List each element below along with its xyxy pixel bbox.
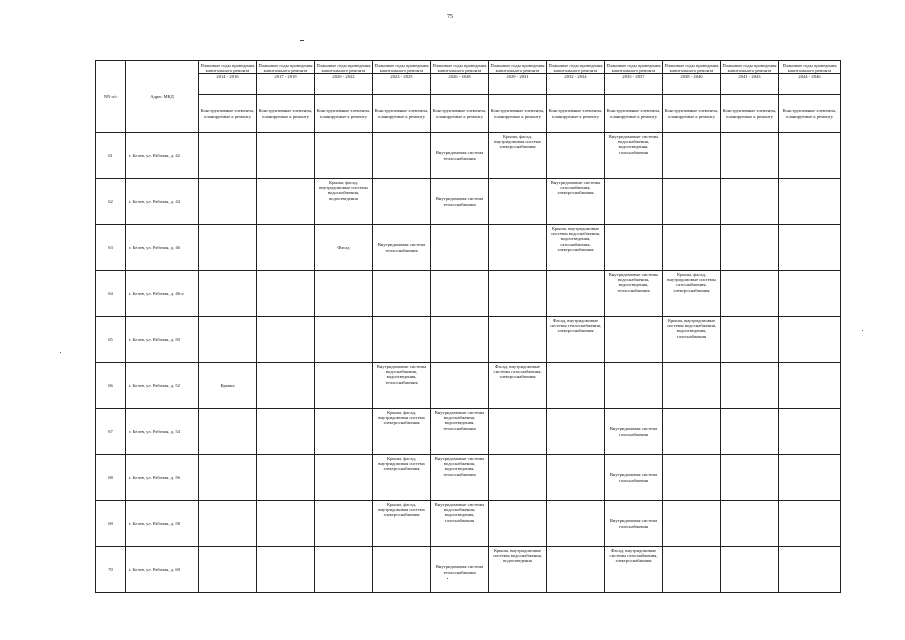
header-period: 2026 - 2028 — [431, 73, 488, 79]
header-plan-years — [315, 61, 373, 95]
repair-elements-cell — [721, 317, 779, 363]
repair-elements-text: Фасад, внутридомовые системы теплоснабжения, электроснабжения — [549, 318, 602, 334]
header-elements: Конструктивные элементы, планируемые к ремонту — [431, 95, 489, 133]
repair-elements-cell — [199, 225, 257, 271]
repair-elements-cell — [779, 409, 841, 455]
repair-elements-text: Внутридомовые системы водоснабжения, водоотведения, теплоснабжения — [376, 364, 427, 385]
repair-elements-cell — [605, 409, 663, 455]
repair-elements-cell — [315, 179, 373, 225]
repair-elements-cell — [605, 547, 663, 593]
header-plan-years — [663, 61, 721, 95]
header-period: 2014 - 2016 — [199, 73, 256, 79]
table-row — [96, 409, 841, 455]
repair-elements-cell — [547, 547, 605, 593]
repair-elements-cell — [605, 271, 663, 317]
repair-elements-cell — [779, 179, 841, 225]
repair-elements-cell — [547, 133, 605, 179]
repair-elements-cell — [779, 271, 841, 317]
header-plan-label: Плановые годы проведения капитального ремонта — [782, 63, 837, 74]
header-period: 2041 - 2043 — [721, 73, 778, 79]
repair-elements-cell — [373, 317, 431, 363]
repair-elements-cell — [431, 317, 489, 363]
repair-elements-cell — [431, 271, 489, 317]
repair-elements-cell — [315, 547, 373, 593]
repair-elements-cell — [779, 501, 841, 547]
header-plan-years — [257, 61, 315, 95]
scan-mark — [300, 40, 304, 41]
row-address: г. Белев, ул. Рабочая, д. 44 — [126, 179, 199, 225]
repair-elements-cell — [199, 455, 257, 501]
row-address: г. Белев, ул. Рабочая, д. 52 — [126, 363, 199, 409]
repair-elements-cell — [257, 409, 315, 455]
repair-elements-text: Крыша, фасад, внутридомовые системы газоснабжения, электроснабжения — [667, 272, 716, 293]
repair-elements-text: Внутридомовые системы газоснабжения, электроснабжения — [550, 180, 601, 196]
repair-elements-cell — [663, 133, 721, 179]
repair-elements-cell — [663, 501, 721, 547]
repair-elements-cell — [663, 547, 721, 593]
repair-elements-cell — [489, 133, 547, 179]
repair-elements-cell — [431, 547, 489, 593]
repair-elements-cell — [489, 179, 547, 225]
table-row — [96, 455, 841, 501]
table-row — [96, 547, 841, 593]
repair-elements-cell — [605, 179, 663, 225]
repair-elements-text: Фасад — [337, 244, 350, 250]
header-plan-years — [605, 61, 663, 95]
repair-elements-text: Крыша, фасад, внутридомовая система электроснабжения — [378, 410, 425, 426]
repair-elements-cell — [199, 363, 257, 409]
repair-elements-cell — [779, 133, 841, 179]
repair-elements-cell — [547, 455, 605, 501]
repair-elements-cell — [315, 271, 373, 317]
repair-elements-cell — [547, 179, 605, 225]
row-number: 66 — [96, 363, 126, 409]
repair-elements-cell — [373, 455, 431, 501]
repair-elements-text: Внутридомовая система теплоснабжения — [435, 564, 484, 575]
repair-elements-cell — [489, 363, 547, 409]
repair-elements-cell — [779, 547, 841, 593]
repair-elements-cell — [373, 363, 431, 409]
repair-elements-cell — [373, 133, 431, 179]
repair-elements-cell — [663, 455, 721, 501]
repair-elements-cell — [547, 317, 605, 363]
repair-elements-cell — [257, 547, 315, 593]
repair-elements-cell — [547, 501, 605, 547]
repair-elements-text: Крыша — [220, 382, 235, 388]
row-address: г. Белев, ул. Рабочая, д. 46-а — [126, 271, 199, 317]
repair-elements-cell — [721, 547, 779, 593]
repair-elements-cell — [489, 225, 547, 271]
repair-elements-cell — [373, 501, 431, 547]
row-number: 69 — [96, 501, 126, 547]
repair-elements-text: Крыша, фасад, внутридомовые системы водоснабжения, водоотведения — [319, 180, 368, 201]
repair-elements-cell — [373, 225, 431, 271]
repair-elements-cell — [547, 271, 605, 317]
repair-elements-cell — [257, 455, 315, 501]
repair-elements-cell — [373, 179, 431, 225]
repair-elements-cell — [315, 225, 373, 271]
repair-elements-cell — [315, 455, 373, 501]
repair-elements-cell — [431, 455, 489, 501]
table-row — [96, 179, 841, 225]
table-row — [96, 363, 841, 409]
header-elements: Конструктивные элементы, планируемые к ремонту — [257, 95, 315, 133]
repair-elements-cell — [721, 363, 779, 409]
repair-elements-cell — [489, 547, 547, 593]
repair-elements-cell — [431, 409, 489, 455]
repair-elements-cell — [605, 363, 663, 409]
repair-elements-cell — [489, 317, 547, 363]
header-elements: Конструктивные элементы, планируемые к ремонту — [605, 95, 663, 133]
header-plan-years — [373, 61, 431, 95]
header-plan-label: Плановые годы проведения капитального ремонта — [548, 63, 603, 74]
repair-elements-cell — [431, 501, 489, 547]
header-plan-label: Плановые годы проведения капитального ремонта — [200, 63, 255, 74]
repair-elements-text: Фасад, внутридомовые системы газоснабжения, электроснабжения — [493, 364, 542, 380]
repair-elements-cell — [605, 455, 663, 501]
repair-elements-cell — [547, 225, 605, 271]
table-row — [96, 225, 841, 271]
repair-elements-cell — [721, 179, 779, 225]
header-elements: Конструктивные элементы, планируемые к ремонту — [663, 95, 721, 133]
header-elements: Конструктивные элементы, планируемые к ремонту — [315, 95, 373, 133]
repair-elements-text: Внутридомовые системы водоснабжения, водоотведения, теплоснабжения — [608, 272, 659, 293]
header-elements: Конструктивные элементы, планируемые к ремонту — [547, 95, 605, 133]
header-plan-label: Плановые годы проведения капитального ремонта — [722, 63, 777, 74]
repair-elements-text: Внутридомовая система газоснабжения — [609, 426, 658, 437]
row-number: 62 — [96, 179, 126, 225]
repair-elements-cell — [315, 363, 373, 409]
header-plan-years — [431, 61, 489, 95]
repair-elements-text: Крыша, внутридомовые системы водоснабжения, водоотведения, газоснабжения, электроснабжения — [551, 226, 600, 252]
repair-elements-cell — [663, 363, 721, 409]
repair-elements-text: Внутридомовая система газоснабжения — [609, 518, 658, 529]
header-address: Адрес МКД — [126, 61, 199, 133]
header-plan-label: Плановые годы проведения капитального ремонта — [432, 63, 487, 74]
repair-elements-text: Крыша, фасад, внутридомовая система электроснабжения — [378, 456, 425, 472]
table-row — [96, 271, 841, 317]
repair-elements-text: Крыша, фасад, внутридомовая система электроснабжения — [494, 134, 541, 150]
header-period: 2038 - 2040 — [663, 73, 720, 79]
repair-elements-cell — [779, 363, 841, 409]
repair-elements-cell — [257, 363, 315, 409]
repair-elements-text: Внутридомовая система теплоснабжения — [377, 242, 426, 253]
repair-elements-text: Внутридомовые системы водоснабжения, водоотведения, теплоснабжения — [434, 410, 485, 431]
repair-elements-cell — [663, 271, 721, 317]
header-period: 2035 - 2037 — [605, 73, 662, 79]
row-number: 70 — [96, 547, 126, 593]
repair-elements-cell — [663, 409, 721, 455]
row-address: г. Белев, ул. Рабочая, д. 46 — [126, 225, 199, 271]
repair-elements-cell — [721, 271, 779, 317]
repair-elements-cell — [315, 409, 373, 455]
repair-elements-cell — [605, 501, 663, 547]
repair-elements-cell — [431, 363, 489, 409]
header-period: 2029 - 2031 — [489, 73, 546, 79]
header-elements: Конструктивные элементы, планируемые к ремонту — [373, 95, 431, 133]
repair-elements-cell — [257, 317, 315, 363]
row-number: 67 — [96, 409, 126, 455]
repair-elements-cell — [257, 271, 315, 317]
repair-elements-cell — [315, 317, 373, 363]
header-plan-years — [721, 61, 779, 95]
repair-elements-cell — [721, 133, 779, 179]
row-number: 63 — [96, 225, 126, 271]
header-plan-label: Плановые годы проведения капитального ремонта — [664, 63, 719, 74]
header-plan-years — [199, 61, 257, 95]
repair-elements-cell — [779, 225, 841, 271]
header-plan-years — [779, 61, 841, 95]
repair-elements-cell — [373, 547, 431, 593]
repair-elements-cell — [199, 179, 257, 225]
repair-elements-cell — [431, 225, 489, 271]
row-address: г. Белев, ул. Рабочая, д. 50 — [126, 317, 199, 363]
repair-elements-text: Крыша, фасад, внутридомовая система электроснабжения — [378, 502, 425, 518]
repair-elements-cell — [257, 133, 315, 179]
repair-elements-cell — [605, 133, 663, 179]
repair-elements-cell — [779, 317, 841, 363]
header-period: 2044 - 2046 — [779, 73, 840, 79]
repair-elements-cell — [721, 409, 779, 455]
repair-schedule-table — [95, 60, 841, 593]
repair-elements-text: Внутридомовые системы водоснабжения, водоотведения, газоснабжения — [434, 502, 485, 523]
repair-elements-cell — [199, 133, 257, 179]
repair-elements-text: Внутридомовая система теплоснабжения — [435, 150, 484, 161]
page-number: 75 — [447, 14, 453, 20]
repair-elements-cell — [315, 133, 373, 179]
header-period: 2020 - 2022 — [315, 73, 372, 79]
repair-elements-cell — [315, 501, 373, 547]
header-plan-label: Плановые годы проведения капитального ремонта — [316, 63, 371, 74]
header-plan-label: Плановые годы проведения капитального ремонта — [606, 63, 661, 74]
repair-elements-cell — [489, 501, 547, 547]
scan-speck — [447, 578, 448, 579]
repair-elements-cell — [199, 271, 257, 317]
repair-elements-cell — [547, 409, 605, 455]
repair-elements-text: Внутридомовые системы водоснабжения, водоотведения, теплоснабжения — [434, 456, 485, 477]
repair-elements-cell — [431, 133, 489, 179]
header-plan-years — [489, 61, 547, 95]
repair-elements-cell — [257, 225, 315, 271]
repair-elements-text: Внутридомовые системы водоснабжения, водоотведения, газоснабжения — [608, 134, 659, 155]
repair-elements-cell — [431, 179, 489, 225]
row-number: 61 — [96, 133, 126, 179]
repair-elements-cell — [199, 317, 257, 363]
repair-elements-cell — [721, 501, 779, 547]
row-address: г. Белев, ул. Рабочая, д. 58 — [126, 501, 199, 547]
repair-elements-cell — [199, 501, 257, 547]
header-plan-label: Плановые годы проведения капитального ремонта — [374, 63, 429, 74]
header-plan-years — [547, 61, 605, 95]
repair-elements-cell — [605, 225, 663, 271]
header-period: 2032 - 2034 — [547, 73, 604, 79]
scan-speck — [60, 352, 61, 353]
row-number: 68 — [96, 455, 126, 501]
repair-elements-text: Крыша, внутридомовые системы водоснабжения, водоотведения — [493, 548, 542, 564]
repair-elements-cell — [721, 225, 779, 271]
repair-elements-cell — [489, 271, 547, 317]
header-row-plan — [96, 61, 841, 95]
table-row — [96, 501, 841, 547]
row-address: г. Белев, ул. Рабочая, д. 54 — [126, 409, 199, 455]
repair-elements-cell — [663, 225, 721, 271]
repair-elements-cell — [373, 409, 431, 455]
repair-elements-text: Фасад, внутридомовые системы газоснабжения, электроснабжения — [609, 548, 658, 564]
repair-elements-cell — [605, 317, 663, 363]
header-elements: Конструктивные элементы, планируемые к ремонту — [199, 95, 257, 133]
row-address: г. Белев, ул. Рабочая, д. 56 — [126, 455, 199, 501]
header-plan-label: Плановые годы проведения капитального ремонта — [258, 63, 313, 74]
repair-elements-text: Внутридомовая система теплоснабжения — [435, 196, 484, 207]
repair-elements-cell — [547, 363, 605, 409]
repair-elements-cell — [721, 455, 779, 501]
header-period: 2017 - 2019 — [257, 73, 314, 79]
repair-elements-cell — [663, 179, 721, 225]
repair-elements-cell — [663, 317, 721, 363]
repair-elements-text: Внутридомовая система газоснабжения — [609, 472, 658, 483]
header-elements: Конструктивные элементы, планируемые к ремонту — [779, 95, 841, 133]
repair-elements-cell — [779, 455, 841, 501]
table-row — [96, 133, 841, 179]
header-plan-label: Плановые годы проведения капитального ремонта — [490, 63, 545, 74]
repair-elements-cell — [257, 501, 315, 547]
header-period: 2023 - 2025 — [373, 73, 430, 79]
repair-elements-cell — [489, 409, 547, 455]
header-nn: NN п/с — [96, 61, 126, 133]
repair-elements-cell — [489, 455, 547, 501]
row-number: 65 — [96, 317, 126, 363]
repair-elements-cell — [199, 547, 257, 593]
repair-elements-cell — [373, 271, 431, 317]
repair-elements-text: Крыша, внутридомовые системы водоснабжения, водоотведения, газоснабжения — [667, 318, 716, 339]
row-address: г. Белев, ул. Рабочая, д. 60 — [126, 547, 199, 593]
repair-elements-cell — [257, 179, 315, 225]
row-address: г. Белев, ул. Рабочая, д. 42 — [126, 133, 199, 179]
repair-elements-cell — [199, 409, 257, 455]
header-elements: Конструктивные элементы, планируемые к ремонту — [721, 95, 779, 133]
table-row — [96, 317, 841, 363]
scan-speck — [862, 330, 863, 331]
row-number: 64 — [96, 271, 126, 317]
header-row-elements — [96, 95, 841, 133]
header-elements: Конструктивные элементы, планируемые к ремонту — [489, 95, 547, 133]
